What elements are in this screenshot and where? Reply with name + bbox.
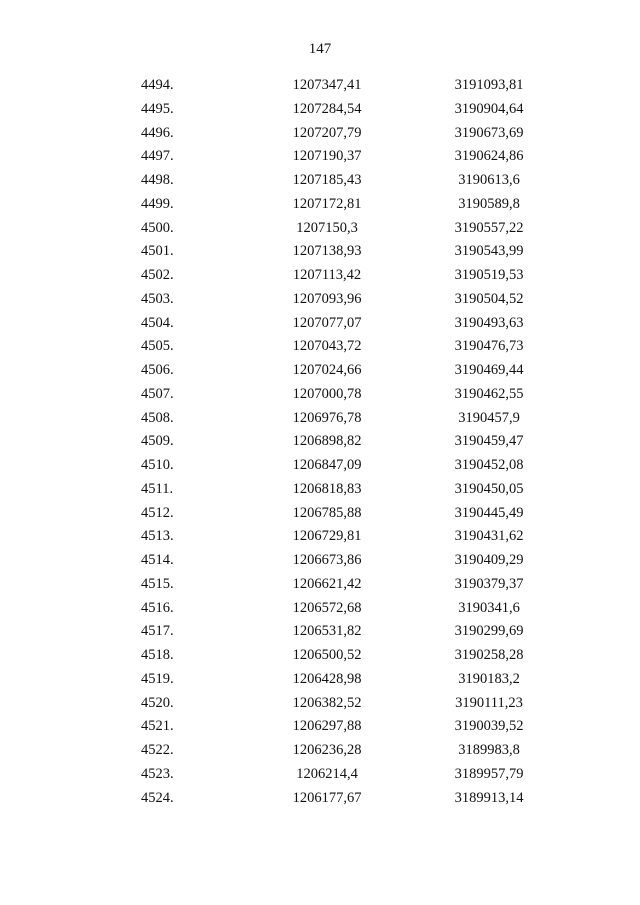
x-coordinate: 1206214,4 (296, 765, 358, 782)
y-coordinate: 3190379,37 (454, 575, 524, 592)
point-number: 4506. (141, 362, 174, 378)
x-coordinate: 1207190,37 (292, 148, 362, 165)
table-row (0, 74, 640, 98)
y-coordinate: 3190450,05 (454, 480, 524, 497)
point-number: 4510. (141, 457, 174, 473)
x-coordinate: 1206818,83 (292, 480, 362, 497)
x-coordinate: 1206976,78 (292, 409, 362, 426)
y-coordinate: 3190493,63 (454, 314, 524, 331)
table-row (0, 122, 640, 146)
y-coordinate: 3190557,22 (454, 219, 524, 236)
y-coordinate: 3190431,62 (454, 528, 524, 545)
table-row (0, 668, 640, 692)
table-row (0, 739, 640, 763)
point-number: 4521. (141, 718, 174, 735)
table-row (0, 312, 640, 336)
y-coordinate: 3190452,08 (454, 457, 524, 473)
point-number: 4505. (141, 338, 174, 355)
table-row (0, 573, 640, 597)
table-row (0, 145, 640, 169)
table-row (0, 715, 640, 739)
table-row (0, 240, 640, 264)
table-row (0, 335, 640, 359)
table-row (0, 193, 640, 217)
x-coordinate: 1206847,09 (292, 457, 362, 473)
table-row (0, 525, 640, 549)
y-coordinate: 3190183,2 (458, 670, 520, 687)
point-number: 4502. (141, 267, 174, 283)
y-coordinate: 3189957,79 (454, 765, 524, 782)
x-coordinate: 1206428,98 (292, 670, 362, 687)
point-number: 4504. (141, 314, 174, 331)
point-number: 4494. (141, 77, 174, 93)
x-coordinate: 1207000,78 (292, 385, 362, 402)
y-coordinate: 3191093,81 (454, 77, 524, 93)
x-coordinate: 1207093,96 (292, 290, 362, 307)
y-coordinate: 3190504,52 (454, 290, 524, 307)
y-coordinate: 3190462,55 (454, 385, 524, 402)
x-coordinate: 1207024,66 (292, 362, 362, 378)
point-number: 4514. (141, 552, 174, 568)
table-row (0, 454, 640, 478)
table-row (0, 549, 640, 573)
x-coordinate: 1207347,41 (292, 77, 362, 93)
y-coordinate: 3190341,6 (458, 599, 520, 616)
x-coordinate: 1206500,52 (292, 647, 362, 663)
y-coordinate: 3190624,86 (454, 148, 524, 165)
x-coordinate: 1207185,43 (292, 172, 362, 188)
x-coordinate: 1207043,72 (292, 338, 362, 355)
y-coordinate: 3190111,23 (455, 694, 523, 711)
table-row (0, 169, 640, 193)
x-coordinate: 1206729,81 (292, 528, 362, 545)
table-row (0, 502, 640, 526)
point-number: 4496. (141, 124, 174, 141)
point-number: 4515. (141, 575, 174, 592)
table-row (0, 692, 640, 716)
x-coordinate: 1206297,88 (292, 718, 362, 735)
x-coordinate: 1206785,88 (292, 504, 362, 521)
table-row (0, 787, 640, 811)
table-row (0, 217, 640, 241)
y-coordinate: 3189983,8 (458, 742, 520, 758)
x-coordinate: 1207172,81 (292, 195, 362, 212)
point-number: 4499. (141, 195, 174, 212)
y-coordinate: 3190673,69 (454, 124, 524, 141)
y-coordinate: 3190519,53 (454, 267, 524, 283)
point-number: 4513. (141, 528, 174, 545)
table-row (0, 430, 640, 454)
point-number: 4524. (141, 789, 174, 806)
point-number: 4509. (141, 433, 174, 450)
x-coordinate: 1207138,93 (292, 243, 362, 260)
x-coordinate: 1206621,42 (292, 575, 362, 592)
point-number: 4508. (141, 409, 174, 426)
point-number: 4497. (141, 148, 174, 165)
table-row (0, 264, 640, 288)
point-number: 4517. (141, 623, 174, 640)
point-number: 4501. (141, 243, 174, 260)
y-coordinate: 3190589,8 (458, 195, 520, 212)
page-number: 147 (308, 41, 332, 57)
table-row (0, 407, 640, 431)
point-number: 4503. (141, 290, 174, 307)
y-coordinate: 3190457,9 (458, 409, 520, 426)
table-row (0, 359, 640, 383)
y-coordinate: 3189913,14 (454, 789, 524, 806)
x-coordinate: 1206673,86 (292, 552, 362, 568)
x-coordinate: 1207284,54 (292, 100, 362, 117)
table-row (0, 288, 640, 312)
y-coordinate: 3190299,69 (454, 623, 524, 640)
coordinates-table (0, 74, 640, 810)
table-row (0, 620, 640, 644)
x-coordinate: 1206898,82 (292, 433, 362, 450)
table-row (0, 763, 640, 787)
x-coordinate: 1206572,68 (292, 599, 362, 616)
x-coordinate: 1207207,79 (292, 124, 362, 141)
point-number: 4495. (141, 100, 174, 117)
point-number: 4498. (141, 172, 174, 188)
table-row (0, 383, 640, 407)
point-number: 4519. (141, 670, 174, 687)
x-coordinate: 1207113,42 (292, 267, 362, 283)
point-number: 4522. (141, 742, 174, 758)
point-number: 4518. (141, 647, 174, 663)
point-number: 4512. (141, 504, 174, 521)
y-coordinate: 3190476,73 (454, 338, 524, 355)
point-number: 4520. (141, 694, 174, 711)
point-number: 4511. (141, 480, 174, 497)
table-row (0, 644, 640, 668)
point-number: 4523. (141, 765, 174, 782)
y-coordinate: 3190445,49 (454, 504, 524, 521)
y-coordinate: 3190409,29 (454, 552, 524, 568)
point-number: 4507. (141, 385, 174, 402)
x-coordinate: 1207150,3 (296, 219, 358, 236)
table-row (0, 478, 640, 502)
x-coordinate: 1206177,67 (292, 789, 362, 806)
point-number: 4500. (141, 219, 174, 236)
point-number: 4516. (141, 599, 174, 616)
y-coordinate: 3190904,64 (454, 100, 524, 117)
table-row (0, 98, 640, 122)
table-row (0, 597, 640, 621)
x-coordinate: 1206531,82 (292, 623, 362, 640)
y-coordinate: 3190543,99 (454, 243, 524, 260)
y-coordinate: 3190613,6 (458, 172, 520, 188)
y-coordinate: 3190469,44 (454, 362, 524, 378)
y-coordinate: 3190459,47 (454, 433, 524, 450)
x-coordinate: 1206236,28 (292, 742, 362, 758)
x-coordinate: 1207077,07 (292, 314, 362, 331)
x-coordinate: 1206382,52 (292, 694, 362, 711)
y-coordinate: 3190039,52 (454, 718, 524, 735)
y-coordinate: 3190258,28 (454, 647, 524, 663)
